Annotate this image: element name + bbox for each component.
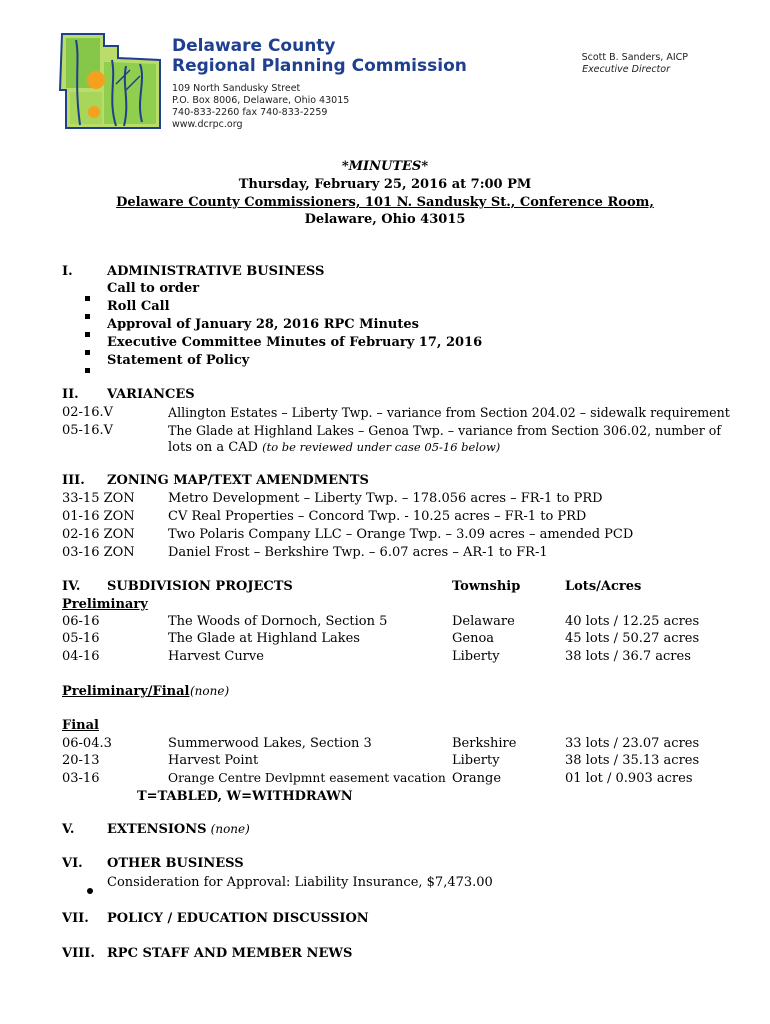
address-phone: 740-833-2260 fax 740-833-2259 [172,107,328,118]
minutes-heading: *MINUTES* [341,159,429,174]
variance-desc-line2: lots on a CAD [168,440,258,455]
subdivision-code: 20-13 [62,753,100,768]
variance-desc: Allington Estates – Liberty Twp. – variance from Section 204.02 – sidewalk requirement [168,405,730,420]
section-7-num: VII. [62,911,89,926]
subdivision-name: The Woods of Dornoch, Section 5 [168,614,388,629]
address-street: 109 North Sandusky Street [172,83,301,94]
zoning-desc: Daniel Frost – Berkshire Twp. – 6.07 acres – AR-1 to FR-1 [168,545,548,560]
agenda-item: Approval of January 28, 2016 RPC Minutes [107,317,419,332]
agenda-item: Executive Committee Minutes of February 17, 2016 [107,335,483,350]
zoning-code: 03-16 ZON [62,545,135,560]
bullet-icon [85,340,90,359]
org-name-line2: Regional Planning Commission [172,56,467,76]
director-title: Executive Director [582,64,670,75]
section-5-note: (none) [210,822,250,836]
section-1-num: I. [62,264,73,279]
zoning-desc: Metro Development – Liberty Twp. – 178.056 acres – FR-1 to PRD [168,491,603,506]
subdivision-code: 06-04.3 [62,736,112,751]
subdivision-code: 03-16 [62,771,100,786]
bullet-icon [85,322,90,341]
section-5-title: EXTENSIONS [107,822,207,837]
bullet-icon [85,304,90,323]
variance-code: 02-16.V [62,405,113,420]
meeting-date: Thursday, February 25, 2016 at 7:00 PM [238,177,532,192]
subdivision-township: Liberty [452,753,500,768]
final-label: Final [62,718,99,733]
drpc-logo-graphic [56,30,164,130]
prelim-final-label: Preliminary/Final [62,684,190,699]
section-8-title: RPC STAFF AND MEMBER NEWS [107,946,353,961]
agenda-item: Statement of Policy [107,353,250,368]
col-header-lots: Lots/Acres [565,579,642,594]
subdivision-code: 04-16 [62,649,100,664]
section-3-num: III. [62,473,85,488]
agenda-item: Call to order [107,281,200,296]
subdivision-lots: 33 lots / 23.07 acres [565,736,700,751]
subdivision-lots: 01 lot / 0.903 acres [565,771,693,786]
subdivision-township: Delaware [452,614,515,629]
variance-desc: The Glade at Highland Lakes – Genoa Twp. – variance from Section 306.02, number of [168,423,722,438]
subdivision-name: Orange Centre Devlpmnt easement vacation [168,771,446,785]
meeting-location: Delaware County Commissioners, 101 N. Sandusky St., Conference Room, [116,195,654,210]
zoning-code: 02-16 ZON [62,527,135,542]
address-website: www.dcrpc.org [172,119,243,130]
zoning-desc: CV Real Properties – Concord Twp. - 10.25 acres – FR-1 to PRD [168,509,587,524]
subdivision-name: Summerwood Lakes, Section 3 [168,736,372,751]
subdivision-township: Liberty [452,649,500,664]
subdivision-code: 05-16 [62,631,100,646]
section-7-title: POLICY / EDUCATION DISCUSSION [107,911,369,926]
org-name-line1: Delaware County [172,36,336,56]
zoning-code: 01-16 ZON [62,509,135,524]
section-5-heading [107,821,250,838]
subdivision-township: Genoa [452,631,495,646]
preliminary-label: Preliminary [62,597,148,612]
section-4-num: IV. [62,579,81,594]
subdivision-name: The Glade at Highland Lakes [168,631,360,646]
subdivision-code: 06-16 [62,614,100,629]
section-2-num: II. [62,387,79,402]
bullet-icon [85,286,90,305]
variance-note: (to be reviewed under case 05-16 below) [262,440,501,454]
prelim-final-note: (none) [190,684,230,698]
col-header-township: Township [452,579,521,594]
section-5-num: V. [62,822,75,837]
subdivision-lots: 40 lots / 12.25 acres [565,614,700,629]
section-1-title: ADMINISTRATIVE BUSINESS [107,264,325,279]
variance-desc-cont [168,439,500,456]
section-6-num: VI. [62,856,83,871]
other-business-item: Consideration for Approval: Liability Insurance, $7,473.00 [107,875,493,890]
subdivision-lots: 38 lots / 35.13 acres [565,753,700,768]
agenda-item: Roll Call [107,299,170,314]
zoning-code: 33-15 ZON [62,491,135,506]
section-8-num: VIII. [62,946,95,961]
bullet-icon [85,358,90,377]
zoning-desc: Two Polaris Company LLC – Orange Twp. – 3.09 acres – amended PCD [168,527,634,542]
subdivision-name: Harvest Point [168,753,259,768]
address-pobox: P.O. Box 8006, Delaware, Ohio 43015 [172,95,350,106]
subdivision-name: Harvest Curve [168,649,264,664]
drpc-logo [56,30,164,130]
status-legend: T=TABLED, W=WITHDRAWN [137,789,353,804]
subdivision-township: Berkshire [452,736,517,751]
section-2-title: VARIANCES [107,387,195,402]
director-name: Scott B. Sanders, AICP [581,52,688,63]
section-6-title: OTHER BUSINESS [107,856,244,871]
section-4-title: SUBDIVISION PROJECTS [107,579,293,594]
subdivision-lots: 38 lots / 36.7 acres [565,649,691,664]
section-3-title: ZONING MAP/TEXT AMENDMENTS [107,473,369,488]
subdivision-township: Orange [452,771,502,786]
subdivision-lots: 45 lots / 50.27 acres [565,631,700,646]
variance-code: 05-16.V [62,423,113,438]
meeting-city: Delaware, Ohio 43015 [304,212,466,227]
bullet-icon [87,879,93,898]
